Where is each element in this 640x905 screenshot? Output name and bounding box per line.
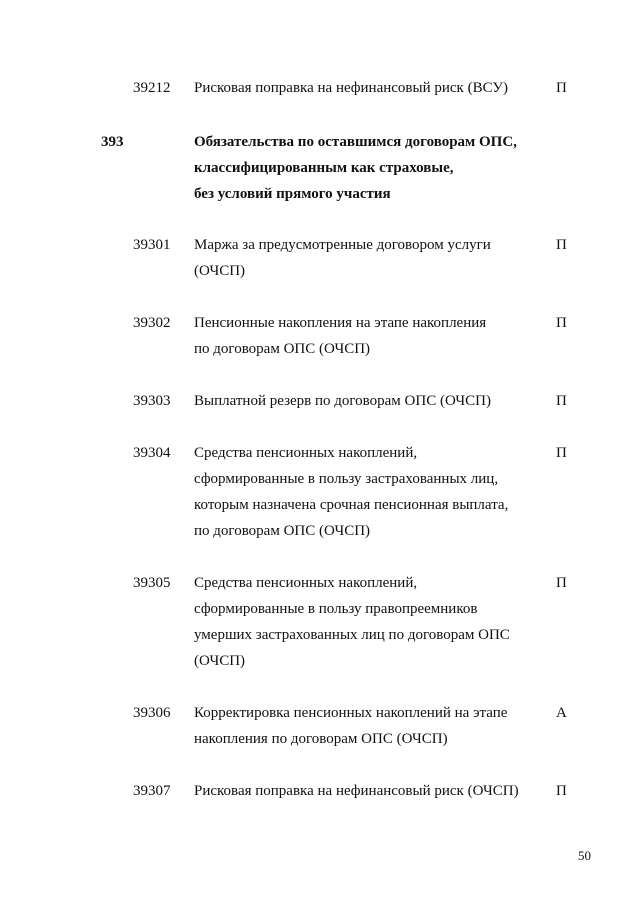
- account-code: 39307: [133, 783, 171, 799]
- account-name-line: Маржа за предусмотренные договором услуги: [194, 237, 491, 253]
- account-name-line: Рисковая поправка на нефинансовый риск (ВСУ): [194, 80, 509, 96]
- account-name-line: (ОЧСП): [194, 653, 246, 669]
- account-name-line: которым назначена срочная пенсионная выплата,: [194, 497, 509, 513]
- account-name-line: Пенсионные накопления на этапе накопления: [194, 315, 487, 331]
- account-name-line: умерших застрахованных лиц по договорам ОПС: [194, 627, 510, 643]
- account-type: П: [556, 783, 567, 799]
- section-code: 393: [101, 134, 124, 150]
- account-type: А: [556, 705, 567, 721]
- section-title-line: Обязательства по оставшимся договорам ОПС,: [194, 134, 517, 150]
- account-name-line: Корректировка пенсионных накоплений на этапе: [194, 705, 508, 721]
- section-title-line: без условий прямого участия: [194, 186, 391, 202]
- account-code: 39304: [133, 445, 171, 461]
- account-code: 39305: [133, 575, 171, 591]
- page-number: 50: [578, 848, 591, 863]
- account-type: П: [556, 445, 567, 461]
- account-code: 39303: [133, 393, 171, 409]
- account-code: 39306: [133, 705, 171, 721]
- account-name-line: Средства пенсионных накоплений,: [194, 445, 418, 461]
- account-name-line: накопления по договорам ОПС (ОЧСП): [194, 731, 448, 747]
- account-type: П: [556, 80, 567, 96]
- account-code: 39212: [133, 80, 171, 96]
- account-name-line: сформированные в пользу застрахованных лиц,: [194, 471, 499, 487]
- account-type: П: [556, 237, 567, 253]
- account-name-line: Выплатной резерв по договорам ОПС (ОЧСП): [194, 393, 492, 409]
- account-type: П: [556, 575, 567, 591]
- account-type: П: [556, 393, 567, 409]
- account-name-line: сформированные в пользу правопреемников: [194, 601, 478, 617]
- account-name-line: Средства пенсионных накоплений,: [194, 575, 418, 591]
- account-name-line: по договорам ОПС (ОЧСП): [194, 341, 371, 357]
- account-code: 39301: [133, 237, 171, 253]
- account-name-line: (ОЧСП): [194, 263, 246, 279]
- account-name-line: Рисковая поправка на нефинансовый риск (ОЧСП): [194, 783, 519, 799]
- section-title-line: классифицированным как страховые,: [194, 160, 454, 176]
- account-name-line: по договорам ОПС (ОЧСП): [194, 523, 371, 539]
- account-type: П: [556, 315, 567, 331]
- account-code: 39302: [133, 315, 171, 331]
